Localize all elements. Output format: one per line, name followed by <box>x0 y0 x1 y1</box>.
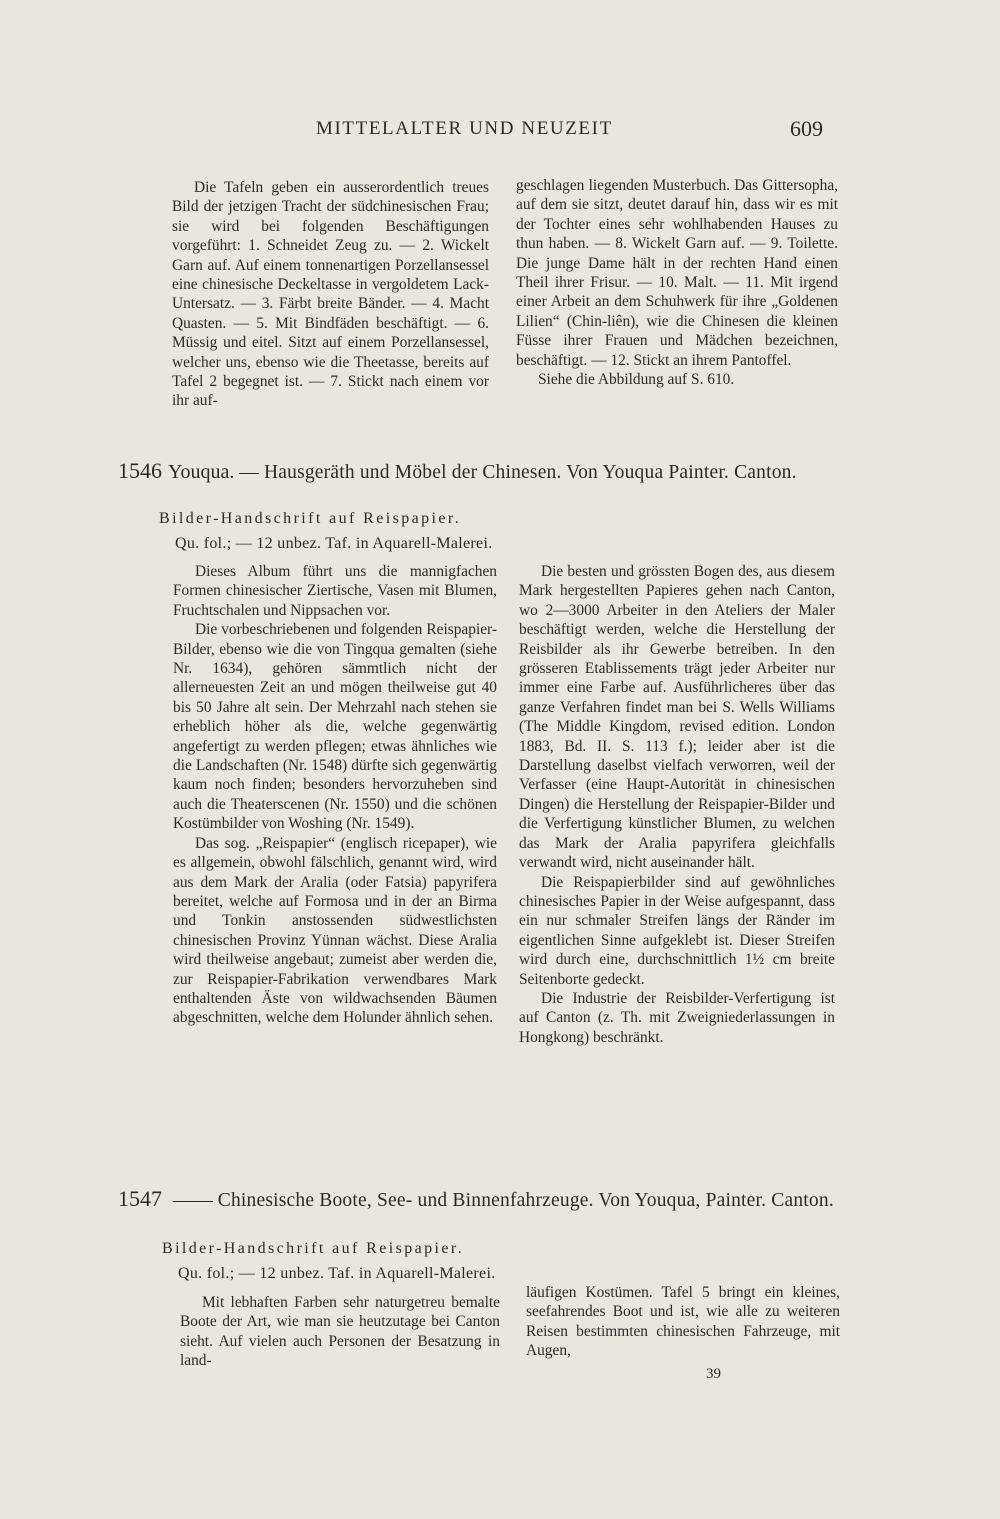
entry-subtitle: Bilder-Handschrift auf Reispapier. <box>162 1240 465 1257</box>
entry-title: — Hausgeräth und Möbel der Chinesen. Von Youqua Painter. Canton. <box>239 462 797 483</box>
entry-number: 1547 <box>118 1186 162 1211</box>
entry-subtitle: Bilder-Handschrift auf Reispapier. <box>159 510 462 527</box>
signature-mark: 39 <box>706 1366 721 1382</box>
paragraph: Die Reispapierbilder sind auf gewöhnliches chinesisches Papier in der Weise aufgespannt, dass ein nur schmaler Streifen längs der Ränder im eigentlichen Sinne aufgeklebt ist. Dieser Streifen wird durch eine, durchschnittlich 1½ cm breite Seitenborte gedeckt. <box>519 873 835 988</box>
paragraph: Die vorbeschriebenen und folgenden Reispapier-Bilder, ebenso wie die von Tingqua gemalten (siehe Nr. 1634), gehören sämmtlich nicht der allerneuesten Zeit an und mögen theilweise gut 40 bis 50 Jahre alt sein. Der Mehrzahl nach stehen sie erheblich höher als die, welche gegenwärtig angefertigt zu werden pflegen; etwas ähnliches wie die Landschaften (Nr. 1548) dürfte sich gegenwärtig kaum noch finden; besonders hervorzuheben sind auch die Theaterscenen (Nr. 1550) und die schönen Kostümbilder von Woshing (Nr. 1549). <box>173 621 497 833</box>
page-number: 609 <box>790 116 823 141</box>
running-head <box>0 118 1000 148</box>
paragraph: läufigen Kostümen. Tafel 5 bringt ein kleines, seefahrendes Boot und ist, wie alle zu weiteren Reisen bestimmten chinesischen Fahrzeuge, mit Augen, <box>526 1284 840 1360</box>
paragraph: Das sog. „Reispapier“ (englisch ricepaper), wie es allgemein, obwohl fälschlich, genannt wird, wird aus dem Mark der Aralia (oder Fatsia) papyrifera bereitet, welche auf Formosa und in der an Birma und Tonkin anstossenden südwestlichsten chinesischen Provinz Yünnan wächst. Diese Aralia wird theilweise angebaut; zumeist aber werden die, zur Reispapier-Fabrikation verwendbares Mark enthaltenden Äste von wildwachsenden Bäumen abgeschnitten, welche dem Holunder ähnlich sehen. <box>173 834 497 1027</box>
paragraph: Siehe die Abbildung auf S. 610. <box>538 371 735 389</box>
paragraph: Die Tafeln geben ein ausserordentlich treues Bild der jetzigen Tracht der südchinesischen Frau; sie wird bei folgenden Beschäftigungen vorgeführt: 1. Schneidet Zeug zu. — 2. Wickelt Garn auf. Auf einem tonnenartigen Porzellansessel eine chinesische Deckeltasse in vergoldetem Lack-Untersatz. — 3. Färbt breite Bänder. — 4. Macht Quasten. — 5. Mit Bindfäden beschäftigt. — 6. Müssig und eitel. Sitzt auf einem Porzellansessel, welcher uns, ebenso wie die Theetasse, bereits auf Tafel 2 begegnet ist. — 7. Stickt nach einem vor ihr auf- <box>172 179 489 410</box>
entry-1546-right-column <box>519 562 835 1047</box>
entry-1547-left-column <box>180 1293 500 1371</box>
entry-title: Chinesische Boote, See- und Binnenfahrzeuge. Von Youqua, Painter. Canton. <box>217 1190 834 1211</box>
entry-heading-1547 <box>118 1186 848 1213</box>
top-right-column <box>516 176 838 389</box>
paragraph: Die besten und grössten Bogen des, aus diesem Mark hergestellten Papieres gehen nach Canton, wo 2—3000 Arbeiter in den Ateliers der Maler beschäftigt werden, welche die Herstellung der Reisbilder als ihr Gewerbe betreiben. In den grösseren Etablissements trägt jeder Arbeiter nur immer eine Farbe auf. Ausführlicheres über das ganze Verfahren findet man bei S. Wells Williams (The Middle Kingdom, revised edition. London 1883, Bd. II. S. 113 f.); leider aber ist die Darstellung daselbst vielfach verworren, weil der Verfasser (eine Haupt-Autorität in chinesischen Dingen) die Herstellung der Reispapier-Bilder und die Verfertigung künstlicher Blumen, zu welchen das Mark der Aralia papyrifera gleichfalls verwandt wird, nicht auseinander hält. <box>519 563 835 872</box>
paragraph: Dieses Album führt uns die mannigfachen Formen chinesischer Ziertische, Vasen mit Blumen, Fruchtschalen und Nippsachen vor. <box>173 563 497 619</box>
running-title: MITTELALTER UND NEUZEIT <box>316 118 613 139</box>
entry-number: 1546 <box>118 458 162 483</box>
entry-1547-right-column <box>526 1283 840 1361</box>
entry-format: Qu. fol.; — 12 unbez. Taf. in Aquarell-Malerei. <box>178 1265 496 1282</box>
paragraph: geschlagen liegenden Musterbuch. Das Gittersopha, auf dem sie sitzt, deutet darauf hin, dass wir es mit der Tochter eines sehr wohlhabenden Hauses zu thun haben. — 8. Wickelt Garn auf. — 9. Toilette. Die junge Dame hält in der rechten Hand einen Theil ihrer Frisur. — 10. Malt. — 11. Mit irgend einer Arbeit an dem Schuhwerk für ihre „Goldenen Lilien“ (Chin-liên), wie die Chinesen die kleinen Füsse ihrer Frauen und Mädchen bezeichnen, beschäftigt. — 12. Stickt an ihrem Pantoffel. <box>516 177 838 369</box>
entry-author-dash: —— <box>172 1189 213 1211</box>
entry-author: Youqua. <box>168 461 235 483</box>
paragraph: Mit lebhaften Farben sehr naturgetreu bemalte Boote der Art, wie man sie heutzutage bei Canton sieht. Auf vielen auch Personen der Besatzung in land- <box>180 1294 500 1370</box>
entry-1546-left-column <box>173 562 497 1028</box>
top-left-column <box>172 178 489 411</box>
paragraph: Die Industrie der Reisbilder-Verfertigung ist auf Canton (z. Th. mit Zweigniederlassungen in Hongkong) beschränkt. <box>519 989 835 1046</box>
entry-heading-1546 <box>118 458 848 485</box>
entry-format: Qu. fol.; — 12 unbez. Taf. in Aquarell-Malerei. <box>175 535 493 552</box>
